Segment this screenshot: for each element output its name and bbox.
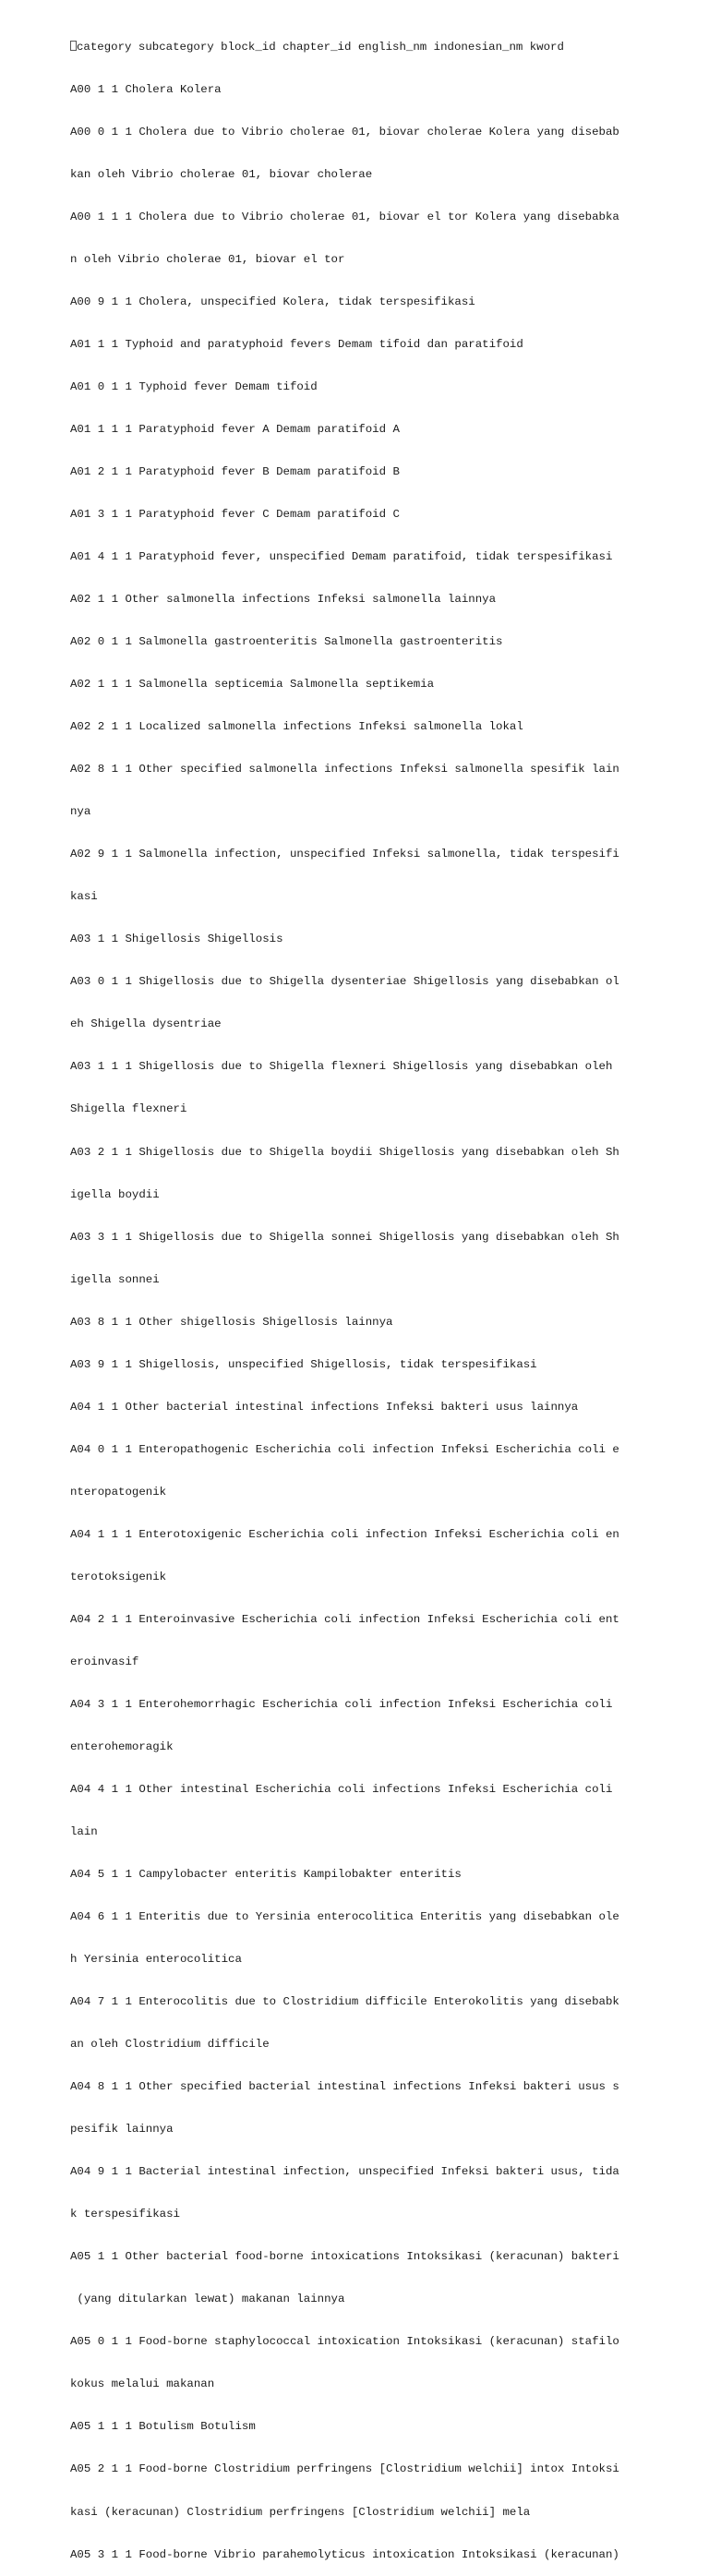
text-line: nya (70, 805, 91, 819)
text-line: A05 1 1 1 Botulism Botulism (70, 2420, 256, 2434)
text-line: A04 7 1 1 Enterocolitis due to Clostridium difficile Enterokolitis yang disebabk (70, 1995, 619, 2009)
text-line: A03 1 1 Shigellosis Shigellosis (70, 933, 283, 946)
text-line: A05 0 1 1 Food-borne staphylococcal intoxication Intoksikasi (keracunan) stafilo (70, 2335, 619, 2349)
text-line: A03 3 1 1 Shigellosis due to Shigella sonnei Shigellosis yang disebabkan oleh Sh (70, 1230, 619, 1244)
text-line: terotoksigenik (70, 1570, 167, 1583)
text-line: lain (70, 1825, 98, 1838)
text-line: A01 2 1 1 Paratyphoid fever B Demam paratifoid B (70, 465, 400, 478)
text-line: pesifik lainnya (70, 2123, 174, 2137)
text-line: nteropatogenik (70, 1485, 167, 1499)
text-line: A04 9 1 1 Bacterial intestinal infection, unspecified Infeksi bakteri usus, tida (70, 2165, 619, 2179)
text-line: A03 9 1 1 Shigellosis, unspecified Shigellosis, tidak terspesifikasi (70, 1357, 537, 1371)
text-line: kasi (keracunan) Clostridium perfringens [Clostridium welchii] mela (70, 2505, 531, 2519)
text-line: A02 2 1 1 Localized salmonella infections Infeksi salmonella lokal (70, 720, 523, 734)
text-line: A04 4 1 1 Other intestinal Escherichia coli infections Infeksi Escherichia coli (70, 1782, 613, 1796)
text-line: A05 2 1 1 Food-borne Clostridium perfringens [Clostridium welchii] intox Intoksi (70, 2462, 619, 2476)
text-line: A03 1 1 1 Shigellosis due to Shigella flexneri Shigellosis yang disebabkan oleh (70, 1060, 613, 1074)
text-line: A03 8 1 1 Other shigellosis Shigellosis lainnya (70, 1315, 393, 1329)
text-line: A04 6 1 1 Enteritis due to Yersinia enterocolitica Enteritis yang disebabkan ole (70, 1910, 619, 1924)
text-line: A00 1 1 1 Cholera due to Vibrio cholerae 01, biovar el tor Kolera yang disebabka (70, 210, 619, 223)
text-line: enterohemoragik (70, 1739, 174, 1753)
text-line: A05 1 1 Other bacterial food-borne intoxications Intoksikasi (keracunan) bakteri (70, 2250, 619, 2264)
text-line: n oleh Vibrio cholerae 01, biovar el tor (70, 252, 345, 266)
text-line: A00 1 1 Cholera Kolera (70, 82, 222, 96)
text-line: h Yersinia enterocolitica (70, 1953, 242, 1967)
text-line: k terspesifikasi (70, 2208, 180, 2221)
text-line: A02 1 1 1 Salmonella septicemia Salmonella septikemia (70, 678, 435, 692)
text-line: A05 3 1 1 Food-borne Vibrio parahemolyticus intoxication Intoksikasi (keracunan) (70, 2547, 619, 2561)
text-line: A03 2 1 1 Shigellosis due to Shigella boydii Shigellosis yang disebabkan oleh Sh (70, 1145, 619, 1159)
text-line: (yang ditularkan lewat) makanan lainnya (70, 2293, 345, 2306)
text-line: A04 1 1 Other bacterial intestinal infections Infeksi bakteri usus lainnya (70, 1400, 579, 1414)
text-line: A01 4 1 1 Paratyphoid fever, unspecified Demam paratifoid, tidak terspesifikasi (70, 550, 613, 564)
text-line: A04 5 1 1 Campylobacter enteritis Kampilobakter enteritis (70, 1868, 462, 1882)
text-line: kasi (70, 890, 98, 904)
text-line: A02 0 1 1 Salmonella gastroenteritis Salmonella gastroenteritis (70, 635, 503, 649)
text-line: category subcategory block_id chapter_id english_nm indonesian_nm kword (70, 41, 694, 54)
text-line: A02 8 1 1 Other specified salmonella infections Infeksi salmonella spesifik lain (70, 763, 619, 776)
text-line: kan oleh Vibrio cholerae 01, biovar cholerae (70, 167, 373, 181)
text-line: A00 0 1 1 Cholera due to Vibrio cholerae 01, biovar cholerae Kolera yang disebab (70, 125, 619, 138)
text-line: A04 1 1 1 Enterotoxigenic Escherichia coli infection Infeksi Escherichia coli en (70, 1527, 619, 1541)
text-line: A01 0 1 1 Typhoid fever Demam tifoid (70, 379, 318, 393)
text-line: A02 9 1 1 Salmonella infection, unspecified Infeksi salmonella, tidak terspesifi (70, 848, 619, 861)
text-line: A04 0 1 1 Enteropathogenic Escherichia coli infection Infeksi Escherichia coli e (70, 1442, 619, 1456)
text-line: A04 3 1 1 Enterohemorrhagic Escherichia coli infection Infeksi Escherichia coli (70, 1697, 613, 1711)
text-line: igella boydii (70, 1187, 160, 1201)
text-line: A03 0 1 1 Shigellosis due to Shigella dysenteriae Shigellosis yang disebabkan ol (70, 975, 619, 989)
text-line: A04 8 1 1 Other specified bacterial intestinal infections Infeksi bakteri usus s (70, 2080, 619, 2094)
document-text (70, 12, 694, 2576)
text-line: A04 2 1 1 Enteroinvasive Escherichia coli infection Infeksi Escherichia coli ent (70, 1612, 619, 1626)
text-line: eroinvasif (70, 1655, 139, 1668)
text-line: an oleh Clostridium difficile (70, 2038, 270, 2052)
byte-order-mark-glyph (70, 41, 77, 51)
text-line: A00 9 1 1 Cholera, unspecified Kolera, tidak terspesifikasi (70, 295, 475, 308)
text-line: eh Shigella dysentriae (70, 1017, 222, 1031)
text-line: A01 1 1 1 Paratyphoid fever A Demam paratifoid A (70, 422, 400, 436)
text-line: A01 3 1 1 Paratyphoid fever C Demam paratifoid C (70, 508, 400, 522)
text-line: A01 1 1 Typhoid and paratyphoid fevers Demam tifoid dan paratifoid (70, 337, 523, 351)
text-line: Shigella flexneri (70, 1102, 187, 1116)
text-line: igella sonnei (70, 1272, 160, 1286)
text-line: kokus melalui makanan (70, 2377, 215, 2391)
text-line: A02 1 1 Other salmonella infections Infeksi salmonella lainnya (70, 593, 497, 607)
